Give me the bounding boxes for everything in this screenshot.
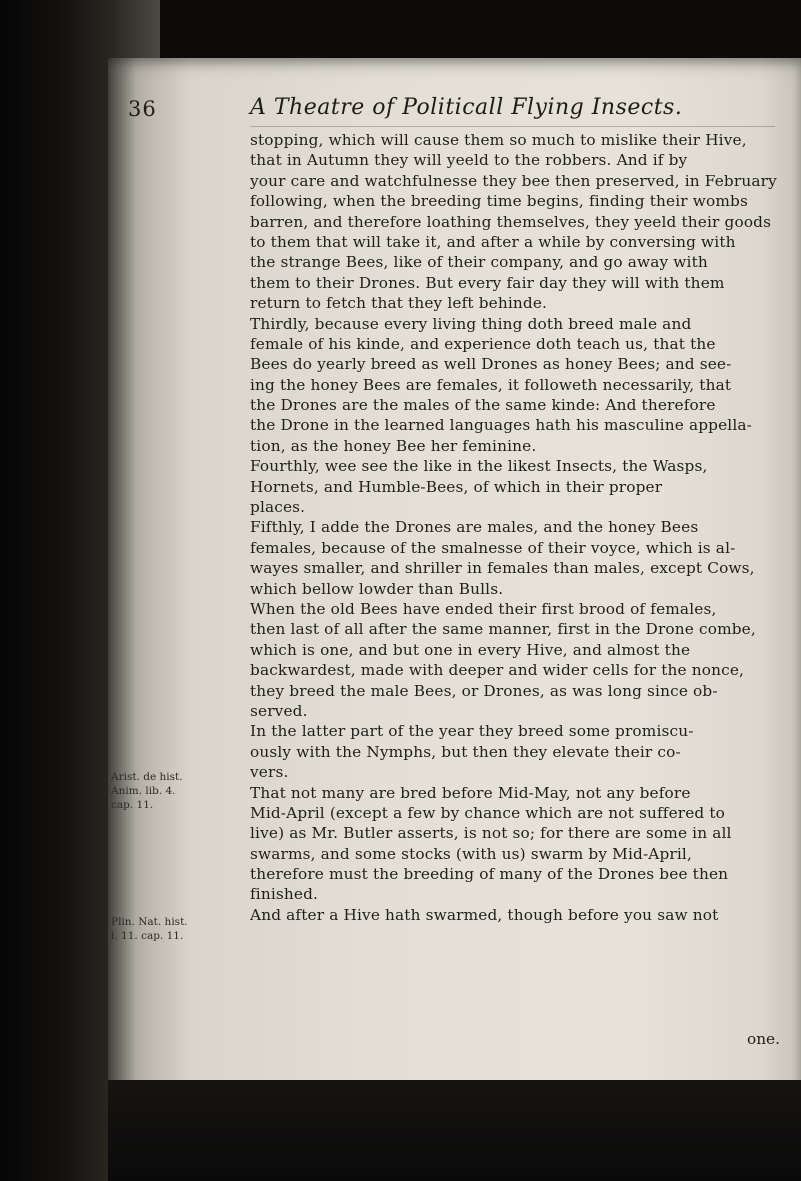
page-number: 36 (128, 97, 157, 121)
body-text (250, 130, 790, 925)
text-line: Mid-April (except a few by chance which are not suffered to (250, 803, 726, 822)
text-line: vers. (250, 763, 289, 782)
catchword: one. (747, 1030, 780, 1048)
marginal-note-line: Arist. de hist. (111, 771, 183, 783)
text-line: Fifthly, I adde the Drones are males, and the honey Bees (250, 518, 699, 537)
text-line: which is one, and but one in every Hive, and almost the (250, 640, 691, 659)
text-line: following, when the breeding time begins, finding their wombs (250, 192, 748, 211)
text-line: served. (250, 701, 308, 720)
text-line: barren, and therefore loathing themselves, they yeeld their goods (250, 212, 772, 231)
text-line: return to fetch that they left behinde. (250, 294, 548, 313)
marginal-note-pliny (111, 915, 239, 943)
text-line: That not many are bred before Mid-May, not any before (250, 783, 691, 802)
text-line: Fourthly, wee see the like in the likest Insects, the Wasps, (250, 457, 708, 476)
header-rule (250, 126, 775, 127)
marginal-note-line: Anim. lib. 4. (111, 785, 176, 797)
text-line: backwardest, made with deeper and wider cells for the nonce, (250, 661, 745, 680)
text-line: ing the honey Bees are females, it followeth necessarily, that (250, 375, 732, 394)
text-line: the Drone in the learned languages hath his masculine appella- (250, 416, 752, 435)
text-line: which bellow lowder than Bulls. (250, 579, 504, 598)
text-line: stopping, which will cause them so much to mislike their Hive, (250, 131, 747, 149)
marginal-note-line: cap. 11. (111, 799, 154, 811)
text-line: swarms, and some stocks (with us) swarm by Mid-April, (250, 844, 692, 863)
text-line: When the old Bees have ended their first brood of females, (250, 599, 717, 618)
text-line: Hornets, and Humble-Bees, of which in their proper (250, 477, 663, 496)
page-bottom-shadow (108, 1080, 801, 1181)
text-line: In the latter part of the year they breed some promiscu- (250, 722, 694, 741)
running-head: A Theatre of Politicall Flying Insects. (250, 95, 683, 120)
text-line: then last of all after the same manner, first in the Drone combe, (250, 620, 756, 639)
text-line: females, because of the smalnesse of their voyce, which is al- (250, 538, 736, 557)
text-line: Bees do yearly breed as well Drones as honey Bees; and see- (250, 355, 732, 374)
text-line: them to their Drones. But every fair day they will with them (250, 273, 725, 292)
marginal-note-line: l. 11. cap. 11. (111, 930, 184, 942)
text-line: places. (250, 498, 306, 517)
text-line: therefore must the breeding of many of the Drones bee then (250, 865, 729, 884)
text-line: that in Autumn they will yeeld to the robbers. And if by (250, 151, 688, 170)
text-line: the strange Bees, like of their company, and go away with (250, 253, 708, 272)
text-line: Thirdly, because every living thing doth breed male and (250, 314, 692, 333)
text-line: they breed the male Bees, or Drones, as was long since ob- (250, 681, 718, 700)
text-line: your care and watchfulnesse they bee then preserved, in February (250, 171, 777, 190)
marginal-note-line: Plin. Nat. hist. (111, 916, 188, 928)
marginal-note-aristotle (111, 770, 239, 812)
text-line: finished. (250, 885, 319, 904)
text-line: live) as Mr. Butler asserts, is not so; for there are some in all (250, 824, 732, 843)
text-line: to them that will take it, and after a while by conversing with (250, 232, 736, 251)
text-line: And after a Hive hath swarmed, though before you saw not (250, 905, 719, 924)
text-line: wayes smaller, and shriller in females than males, except Cows, (250, 559, 755, 578)
text-line: the Drones are the males of the same kinde: And therefore (250, 396, 716, 415)
text-line: ously with the Nymphs, but then they elevate their co- (250, 742, 681, 761)
text-line: tion, as the honey Bee her feminine. (250, 436, 537, 455)
text-line: female of his kinde, and experience doth teach us, that the (250, 334, 716, 353)
